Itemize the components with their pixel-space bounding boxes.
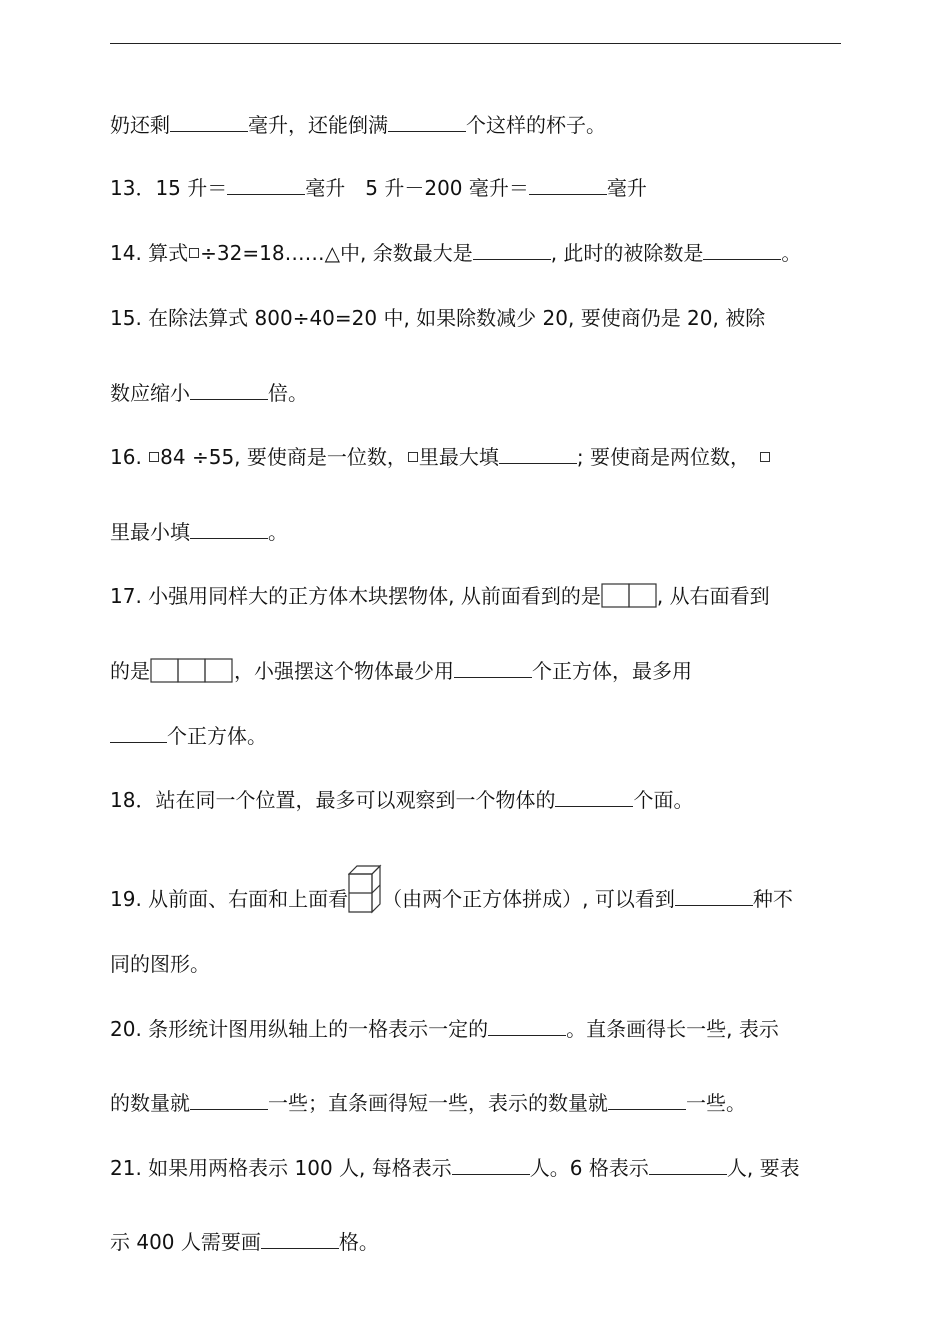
text: 种不 <box>752 887 793 911</box>
text: 毫升，还能倒满 <box>248 113 388 137</box>
text: 数应缩小 <box>110 381 190 405</box>
text: 一些。 <box>686 1091 746 1115</box>
small-square-icon <box>760 452 770 462</box>
right-view-three-squares-figure <box>150 658 234 684</box>
answer-blank[interactable] <box>170 113 248 132</box>
question-16 <box>110 444 771 470</box>
answer-blank[interactable] <box>190 381 268 400</box>
text: 的数量就 <box>110 1091 190 1115</box>
answer-blank[interactable] <box>110 724 167 743</box>
answer-blank[interactable] <box>452 1156 530 1175</box>
question-17-cont <box>110 658 692 684</box>
answer-blank[interactable] <box>227 176 305 195</box>
answer-blank[interactable] <box>473 241 551 260</box>
answer-blank[interactable] <box>555 788 633 807</box>
text: 个正方体。 <box>167 724 267 748</box>
question-20-cont <box>110 1090 746 1116</box>
text: 15. 在除法算式 800÷40=20 中, 如果除数减少 20, 要使商仍是 20, 被除 <box>110 306 766 330</box>
text: 的是 <box>110 659 150 683</box>
answer-blank[interactable] <box>703 241 781 260</box>
text: 中, 余数最大是 <box>339 241 473 265</box>
small-square-icon <box>149 452 159 462</box>
answer-blank[interactable] <box>190 520 268 539</box>
text: 21. 如果用两格表示 100 人, 每格表示 <box>110 1156 452 1180</box>
text: 18．站在同一个位置，最多可以观察到一个物体的 <box>110 788 556 812</box>
triangle-icon: △ <box>324 241 340 265</box>
text: 同的图形。 <box>110 952 210 976</box>
text: 毫升 5 升－200 毫升＝ <box>305 176 529 200</box>
text: 个正方体，最多用 <box>532 659 692 683</box>
question-18 <box>110 787 693 813</box>
text: 奶还剩 <box>110 113 170 137</box>
text: 19. 从前面、右面和上面看 <box>110 887 349 911</box>
answer-blank[interactable] <box>675 887 753 906</box>
text: 个面。 <box>633 788 694 812</box>
answer-blank[interactable] <box>388 113 466 132</box>
answer-blank[interactable] <box>608 1091 686 1110</box>
question-13 <box>110 175 647 201</box>
text: , 此时的被除数是 <box>550 241 704 265</box>
text: 倍。 <box>268 381 308 405</box>
text: , 从右面看到 <box>656 584 770 608</box>
question-21 <box>110 1155 800 1181</box>
text: 14. 算式 <box>110 241 189 265</box>
text: 13．15 升＝ <box>110 176 228 200</box>
answer-blank[interactable] <box>454 659 532 678</box>
text: 里最大填 <box>418 445 499 469</box>
text: 人。6 格表示 <box>529 1156 649 1180</box>
small-square-icon <box>189 248 199 258</box>
question-17-cont2 <box>110 723 267 749</box>
answer-blank[interactable] <box>499 445 577 464</box>
answer-blank[interactable] <box>190 1091 268 1110</box>
text: 一些；直条画得短一些，表示的数量就 <box>268 1091 608 1115</box>
front-view-two-squares-figure <box>601 583 657 609</box>
text: 示 400 人需要画 <box>110 1230 261 1254</box>
text: 。直条画得长一些, 表示 <box>566 1017 779 1041</box>
text: 人, 要表 <box>726 1156 800 1180</box>
question-16-cont <box>110 519 288 545</box>
text: 里最小填 <box>110 520 190 544</box>
line-12-cont <box>110 112 606 138</box>
text: 格。 <box>338 1230 379 1254</box>
question-14 <box>110 240 801 266</box>
text: ，小强摆这个物体最少用 <box>234 659 454 683</box>
question-15 <box>110 305 765 331</box>
header-rule <box>110 43 841 44</box>
question-19-cont <box>110 951 210 977</box>
text: 。 <box>268 520 288 544</box>
question-15-cont <box>110 380 308 406</box>
text: 20. 条形统计图用纵轴上的一格表示一定的 <box>110 1017 489 1041</box>
text: 。 <box>781 241 802 265</box>
answer-blank[interactable] <box>649 1156 727 1175</box>
text: ÷32=18…… <box>200 241 325 265</box>
question-17 <box>110 583 770 609</box>
text: 17. 小强用同样大的正方体木块摆物体, 从前面看到的是 <box>110 584 601 608</box>
text: 84 ÷55, 要使商是一位数， <box>160 445 407 469</box>
small-square-icon <box>408 452 418 462</box>
stacked-cubes-figure <box>348 864 382 914</box>
question-19 <box>110 864 793 914</box>
text: （由两个正方体拼成）, 可以看到 <box>382 887 675 911</box>
answer-blank[interactable] <box>529 176 607 195</box>
text: 16. <box>110 445 149 469</box>
answer-blank[interactable] <box>488 1017 566 1036</box>
text: 毫升 <box>606 176 647 200</box>
question-20 <box>110 1016 779 1042</box>
text: 个这样的杯子。 <box>466 113 606 137</box>
text: ; 要使商是两位数， <box>576 445 751 469</box>
question-21-cont <box>110 1229 379 1255</box>
answer-blank[interactable] <box>261 1230 339 1249</box>
